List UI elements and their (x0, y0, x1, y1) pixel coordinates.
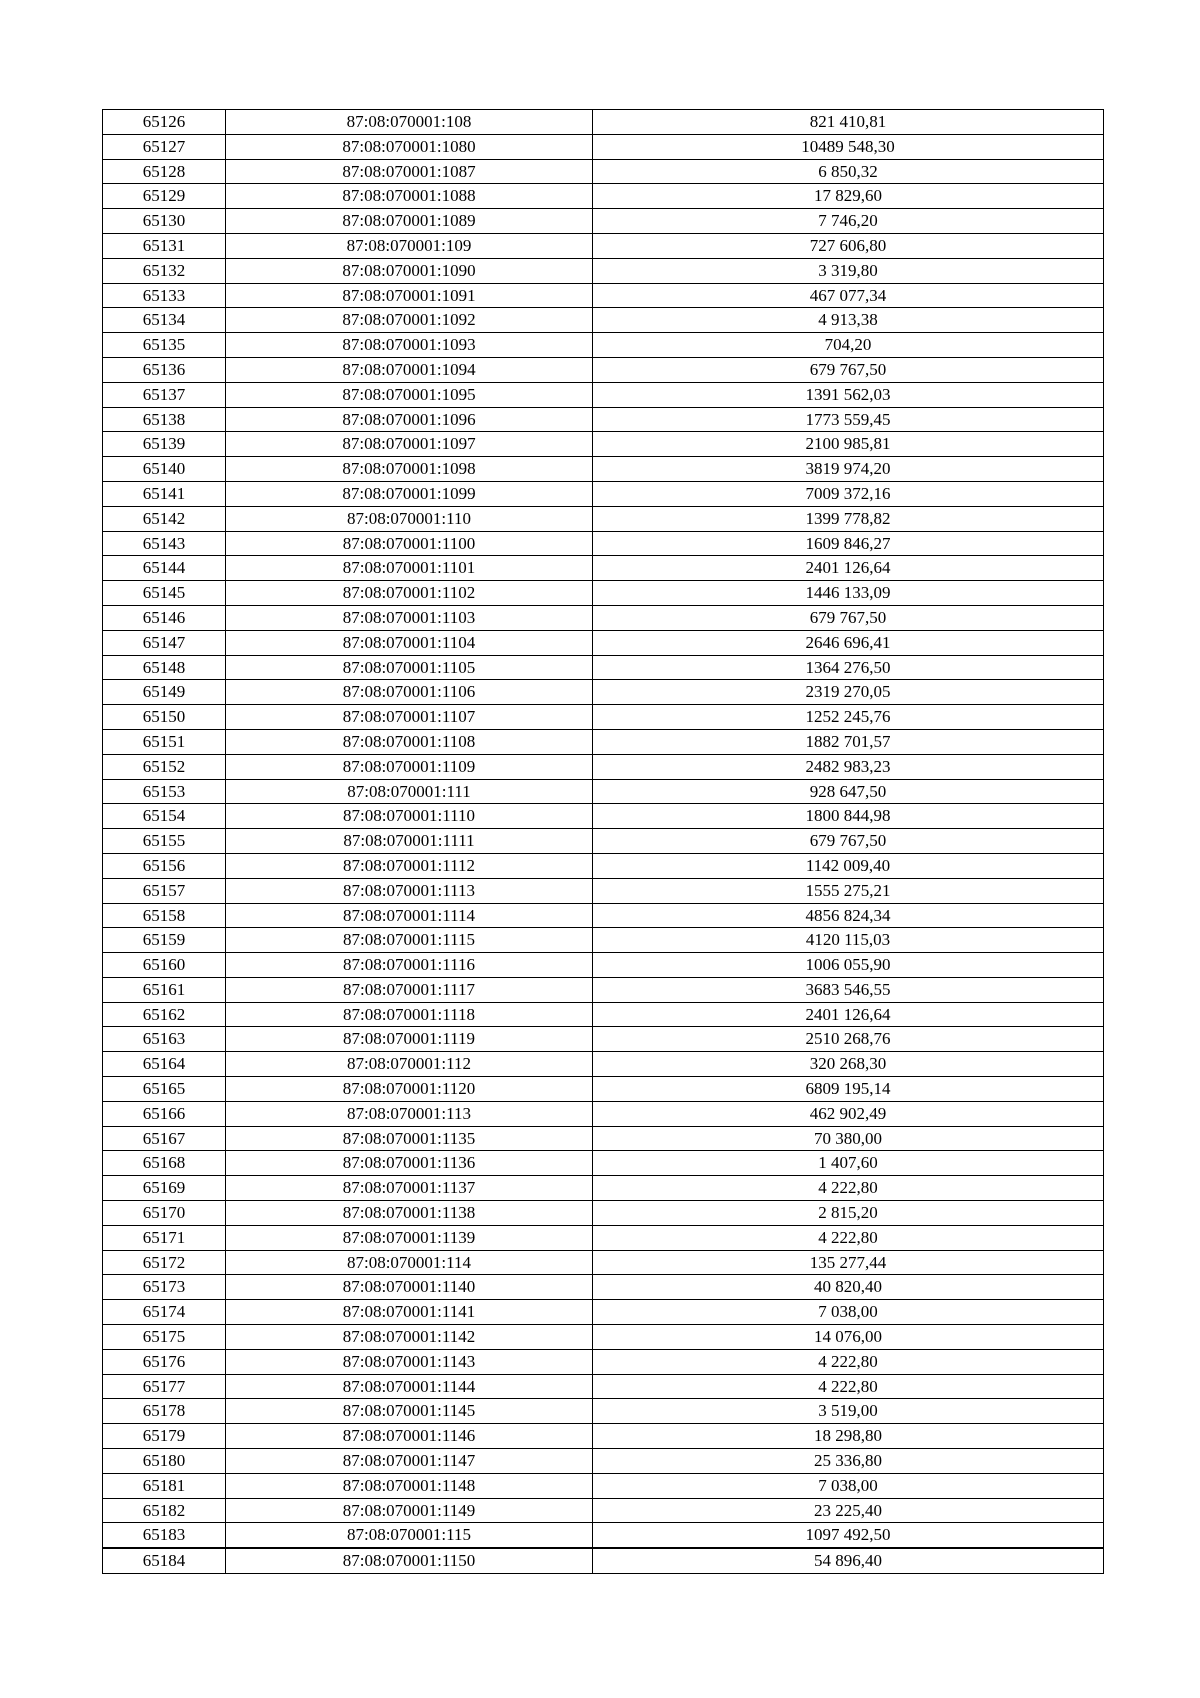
cadastral-value-cell: 23 225,40 (593, 1498, 1104, 1523)
cadastral-value-cell: 3683 546,55 (593, 977, 1104, 1002)
cadastral-value-table (102, 109, 1104, 1574)
table-row (103, 333, 1104, 358)
cadastral-value-cell: 4 222,80 (593, 1176, 1104, 1201)
cadastral-number-cell: 87:08:070001:1112 (226, 853, 593, 878)
row-number-cell: 65130 (103, 209, 226, 234)
cadastral-number-cell: 87:08:070001:111 (226, 779, 593, 804)
row-number-cell: 65177 (103, 1374, 226, 1399)
row-number-cell: 65156 (103, 853, 226, 878)
cadastral-value-cell: 1097 492,50 (593, 1523, 1104, 1548)
cadastral-value-cell: 3819 974,20 (593, 457, 1104, 482)
table-row (103, 1473, 1104, 1498)
table-row (103, 159, 1104, 184)
cadastral-value-cell: 70 380,00 (593, 1126, 1104, 1151)
row-number-cell: 65147 (103, 630, 226, 655)
row-number-cell: 65183 (103, 1523, 226, 1548)
row-number-cell: 65142 (103, 506, 226, 531)
table-row (103, 1077, 1104, 1102)
table-row (103, 357, 1104, 382)
cadastral-value-cell: 7009 372,16 (593, 481, 1104, 506)
table-row (103, 1399, 1104, 1424)
table-row (103, 556, 1104, 581)
table-row (103, 1176, 1104, 1201)
row-number-cell: 65127 (103, 134, 226, 159)
table-row (103, 655, 1104, 680)
row-number-cell: 65139 (103, 432, 226, 457)
cadastral-number-cell: 87:08:070001:1089 (226, 209, 593, 234)
row-number-cell: 65159 (103, 928, 226, 953)
table-row (103, 1449, 1104, 1474)
row-number-cell: 65144 (103, 556, 226, 581)
row-number-cell: 65154 (103, 804, 226, 829)
table-row (103, 878, 1104, 903)
row-number-cell: 65175 (103, 1325, 226, 1350)
cadastral-number-cell: 87:08:070001:1118 (226, 1002, 593, 1027)
table-row (103, 209, 1104, 234)
table-row (103, 1498, 1104, 1523)
cadastral-number-cell: 87:08:070001:1093 (226, 333, 593, 358)
table-row (103, 1349, 1104, 1374)
table-row (103, 283, 1104, 308)
row-number-cell: 65132 (103, 258, 226, 283)
row-number-cell: 65162 (103, 1002, 226, 1027)
cadastral-value-cell: 679 767,50 (593, 829, 1104, 854)
cadastral-value-cell: 1006 055,90 (593, 953, 1104, 978)
cadastral-value-cell: 3 519,00 (593, 1399, 1104, 1424)
table-row (103, 680, 1104, 705)
cadastral-number-cell: 87:08:070001:108 (226, 110, 593, 135)
row-number-cell: 65140 (103, 457, 226, 482)
cadastral-number-cell: 87:08:070001:1142 (226, 1325, 593, 1350)
row-number-cell: 65153 (103, 779, 226, 804)
cadastral-value-cell: 4 222,80 (593, 1225, 1104, 1250)
table-row (103, 804, 1104, 829)
cadastral-number-cell: 87:08:070001:1101 (226, 556, 593, 581)
table-body (103, 110, 1104, 1574)
row-number-cell: 65134 (103, 308, 226, 333)
row-number-cell: 65161 (103, 977, 226, 1002)
table-row (103, 1275, 1104, 1300)
row-number-cell: 65155 (103, 829, 226, 854)
cadastral-value-cell: 1800 844,98 (593, 804, 1104, 829)
cadastral-number-cell: 87:08:070001:1109 (226, 754, 593, 779)
row-number-cell: 65129 (103, 184, 226, 209)
table-row (103, 903, 1104, 928)
row-number-cell: 65169 (103, 1176, 226, 1201)
cadastral-number-cell: 87:08:070001:1088 (226, 184, 593, 209)
cadastral-number-cell: 87:08:070001:1094 (226, 357, 593, 382)
table-row (103, 110, 1104, 135)
table-row (103, 1523, 1104, 1548)
table-row (103, 134, 1104, 159)
cadastral-value-cell: 4 913,38 (593, 308, 1104, 333)
row-number-cell: 65149 (103, 680, 226, 705)
cadastral-number-cell: 87:08:070001:1105 (226, 655, 593, 680)
cadastral-value-cell: 1446 133,09 (593, 581, 1104, 606)
cadastral-value-cell: 4 222,80 (593, 1374, 1104, 1399)
row-number-cell: 65166 (103, 1101, 226, 1126)
row-number-cell: 65151 (103, 729, 226, 754)
cadastral-number-cell: 87:08:070001:1119 (226, 1027, 593, 1052)
cadastral-number-cell: 87:08:070001:114 (226, 1250, 593, 1275)
cadastral-value-cell: 17 829,60 (593, 184, 1104, 209)
table-row (103, 1548, 1104, 1573)
cadastral-value-cell: 2482 983,23 (593, 754, 1104, 779)
cadastral-number-cell: 87:08:070001:1116 (226, 953, 593, 978)
cadastral-value-cell: 462 902,49 (593, 1101, 1104, 1126)
cadastral-number-cell: 87:08:070001:1090 (226, 258, 593, 283)
cadastral-value-cell: 18 298,80 (593, 1424, 1104, 1449)
cadastral-number-cell: 87:08:070001:1144 (226, 1374, 593, 1399)
row-number-cell: 65168 (103, 1151, 226, 1176)
table-row (103, 729, 1104, 754)
table-row (103, 1052, 1104, 1077)
cadastral-number-cell: 87:08:070001:1113 (226, 878, 593, 903)
table-row (103, 754, 1104, 779)
table-row (103, 531, 1104, 556)
cadastral-number-cell: 87:08:070001:1096 (226, 407, 593, 432)
table-row (103, 382, 1104, 407)
row-number-cell: 65179 (103, 1424, 226, 1449)
cadastral-value-cell: 1364 276,50 (593, 655, 1104, 680)
table-row (103, 1126, 1104, 1151)
row-number-cell: 65152 (103, 754, 226, 779)
row-number-cell: 65136 (103, 357, 226, 382)
cadastral-value-cell: 3 319,80 (593, 258, 1104, 283)
row-number-cell: 65141 (103, 481, 226, 506)
cadastral-number-cell: 87:08:070001:1087 (226, 159, 593, 184)
table-row (103, 1300, 1104, 1325)
cadastral-value-cell: 1 407,60 (593, 1151, 1104, 1176)
row-number-cell: 65184 (103, 1548, 226, 1573)
row-number-cell: 65182 (103, 1498, 226, 1523)
cadastral-value-cell: 6 850,32 (593, 159, 1104, 184)
table-row (103, 1101, 1104, 1126)
cadastral-value-cell: 704,20 (593, 333, 1104, 358)
cadastral-number-cell: 87:08:070001:1120 (226, 1077, 593, 1102)
table-row (103, 1250, 1104, 1275)
cadastral-number-cell: 87:08:070001:1139 (226, 1225, 593, 1250)
cadastral-value-cell: 467 077,34 (593, 283, 1104, 308)
cadastral-number-cell: 87:08:070001:1141 (226, 1300, 593, 1325)
table-row (103, 1151, 1104, 1176)
cadastral-value-cell: 1773 559,45 (593, 407, 1104, 432)
table-row (103, 605, 1104, 630)
cadastral-number-cell: 87:08:070001:109 (226, 233, 593, 258)
cadastral-number-cell: 87:08:070001:1149 (226, 1498, 593, 1523)
row-number-cell: 65157 (103, 878, 226, 903)
row-number-cell: 65172 (103, 1250, 226, 1275)
row-number-cell: 65150 (103, 705, 226, 730)
cadastral-number-cell: 87:08:070001:1099 (226, 481, 593, 506)
cadastral-value-cell: 135 277,44 (593, 1250, 1104, 1275)
cadastral-number-cell: 87:08:070001:113 (226, 1101, 593, 1126)
cadastral-number-cell: 87:08:070001:1100 (226, 531, 593, 556)
cadastral-value-cell: 1391 562,03 (593, 382, 1104, 407)
cadastral-number-cell: 87:08:070001:1103 (226, 605, 593, 630)
table-row (103, 432, 1104, 457)
cadastral-value-cell: 7 746,20 (593, 209, 1104, 234)
row-number-cell: 65143 (103, 531, 226, 556)
cadastral-value-cell: 320 268,30 (593, 1052, 1104, 1077)
table-row (103, 506, 1104, 531)
cadastral-value-cell: 821 410,81 (593, 110, 1104, 135)
cadastral-value-cell: 1609 846,27 (593, 531, 1104, 556)
cadastral-value-cell: 54 896,40 (593, 1548, 1104, 1573)
row-number-cell: 65173 (103, 1275, 226, 1300)
table-row (103, 308, 1104, 333)
row-number-cell: 65131 (103, 233, 226, 258)
row-number-cell: 65164 (103, 1052, 226, 1077)
table-row (103, 233, 1104, 258)
cadastral-value-cell: 727 606,80 (593, 233, 1104, 258)
cadastral-value-cell: 4 222,80 (593, 1349, 1104, 1374)
cadastral-number-cell: 87:08:070001:1091 (226, 283, 593, 308)
row-number-cell: 65135 (103, 333, 226, 358)
cadastral-number-cell: 87:08:070001:1143 (226, 1349, 593, 1374)
table-row (103, 1374, 1104, 1399)
cadastral-number-cell: 87:08:070001:1137 (226, 1176, 593, 1201)
cadastral-value-cell: 1142 009,40 (593, 853, 1104, 878)
table-row (103, 184, 1104, 209)
table-row (103, 581, 1104, 606)
cadastral-number-cell: 87:08:070001:1114 (226, 903, 593, 928)
table-row (103, 829, 1104, 854)
table-row (103, 1027, 1104, 1052)
cadastral-number-cell: 87:08:070001:1104 (226, 630, 593, 655)
row-number-cell: 65171 (103, 1225, 226, 1250)
cadastral-number-cell: 87:08:070001:1107 (226, 705, 593, 730)
cadastral-value-cell: 1555 275,21 (593, 878, 1104, 903)
cadastral-value-cell: 40 820,40 (593, 1275, 1104, 1300)
cadastral-number-cell: 87:08:070001:1150 (226, 1548, 593, 1573)
row-number-cell: 65126 (103, 110, 226, 135)
cadastral-value-cell: 7 038,00 (593, 1473, 1104, 1498)
table-row (103, 705, 1104, 730)
cadastral-number-cell: 87:08:070001:1095 (226, 382, 593, 407)
table-row (103, 1225, 1104, 1250)
row-number-cell: 65148 (103, 655, 226, 680)
cadastral-number-cell: 87:08:070001:1098 (226, 457, 593, 482)
table-row (103, 407, 1104, 432)
cadastral-value-cell: 2646 696,41 (593, 630, 1104, 655)
cadastral-value-cell: 14 076,00 (593, 1325, 1104, 1350)
cadastral-value-cell: 6809 195,14 (593, 1077, 1104, 1102)
row-number-cell: 65167 (103, 1126, 226, 1151)
cadastral-number-cell: 87:08:070001:1102 (226, 581, 593, 606)
row-number-cell: 65170 (103, 1201, 226, 1226)
cadastral-value-cell: 928 647,50 (593, 779, 1104, 804)
table-row (103, 630, 1104, 655)
cadastral-number-cell: 87:08:070001:1111 (226, 829, 593, 854)
cadastral-number-cell: 87:08:070001:1145 (226, 1399, 593, 1424)
row-number-cell: 65181 (103, 1473, 226, 1498)
cadastral-number-cell: 87:08:070001:1146 (226, 1424, 593, 1449)
cadastral-number-cell: 87:08:070001:1092 (226, 308, 593, 333)
table-row (103, 1325, 1104, 1350)
cadastral-number-cell: 87:08:070001:1106 (226, 680, 593, 705)
cadastral-number-cell: 87:08:070001:1148 (226, 1473, 593, 1498)
table-row (103, 953, 1104, 978)
row-number-cell: 65158 (103, 903, 226, 928)
row-number-cell: 65146 (103, 605, 226, 630)
cadastral-value-cell: 2401 126,64 (593, 1002, 1104, 1027)
table-row (103, 977, 1104, 1002)
row-number-cell: 65176 (103, 1349, 226, 1374)
cadastral-number-cell: 87:08:070001:1097 (226, 432, 593, 457)
cadastral-number-cell: 87:08:070001:1135 (226, 1126, 593, 1151)
cadastral-value-cell: 1399 778,82 (593, 506, 1104, 531)
cadastral-value-cell: 25 336,80 (593, 1449, 1104, 1474)
cadastral-value-cell: 679 767,50 (593, 605, 1104, 630)
cadastral-value-cell: 4120 115,03 (593, 928, 1104, 953)
cadastral-number-cell: 87:08:070001:1147 (226, 1449, 593, 1474)
cadastral-number-cell: 87:08:070001:110 (226, 506, 593, 531)
table-row (103, 779, 1104, 804)
cadastral-value-cell: 2 815,20 (593, 1201, 1104, 1226)
row-number-cell: 65137 (103, 382, 226, 407)
row-number-cell: 65165 (103, 1077, 226, 1102)
table-row (103, 928, 1104, 953)
table-row (103, 1424, 1104, 1449)
cadastral-value-cell: 679 767,50 (593, 357, 1104, 382)
table-row (103, 481, 1104, 506)
cadastral-number-cell: 87:08:070001:1110 (226, 804, 593, 829)
cadastral-value-cell: 2510 268,76 (593, 1027, 1104, 1052)
row-number-cell: 65133 (103, 283, 226, 308)
cadastral-number-cell: 87:08:070001:1080 (226, 134, 593, 159)
cadastral-number-cell: 87:08:070001:1117 (226, 977, 593, 1002)
row-number-cell: 65163 (103, 1027, 226, 1052)
row-number-cell: 65160 (103, 953, 226, 978)
table-row (103, 853, 1104, 878)
cadastral-value-cell: 1882 701,57 (593, 729, 1104, 754)
cadastral-value-cell: 4856 824,34 (593, 903, 1104, 928)
cadastral-number-cell: 87:08:070001:112 (226, 1052, 593, 1077)
cadastral-value-cell: 7 038,00 (593, 1300, 1104, 1325)
row-number-cell: 65128 (103, 159, 226, 184)
table-row (103, 1201, 1104, 1226)
row-number-cell: 65138 (103, 407, 226, 432)
cadastral-number-cell: 87:08:070001:1108 (226, 729, 593, 754)
cadastral-value-cell: 2401 126,64 (593, 556, 1104, 581)
cadastral-value-cell: 10489 548,30 (593, 134, 1104, 159)
cadastral-number-cell: 87:08:070001:1140 (226, 1275, 593, 1300)
row-number-cell: 65178 (103, 1399, 226, 1424)
cadastral-number-cell: 87:08:070001:1138 (226, 1201, 593, 1226)
row-number-cell: 65145 (103, 581, 226, 606)
cadastral-value-cell: 1252 245,76 (593, 705, 1104, 730)
table-row (103, 1002, 1104, 1027)
cadastral-number-cell: 87:08:070001:1136 (226, 1151, 593, 1176)
table-row (103, 258, 1104, 283)
cadastral-value-cell: 2319 270,05 (593, 680, 1104, 705)
cadastral-number-cell: 87:08:070001:115 (226, 1523, 593, 1548)
cadastral-number-cell: 87:08:070001:1115 (226, 928, 593, 953)
row-number-cell: 65174 (103, 1300, 226, 1325)
table-row (103, 457, 1104, 482)
cadastral-value-cell: 2100 985,81 (593, 432, 1104, 457)
row-number-cell: 65180 (103, 1449, 226, 1474)
